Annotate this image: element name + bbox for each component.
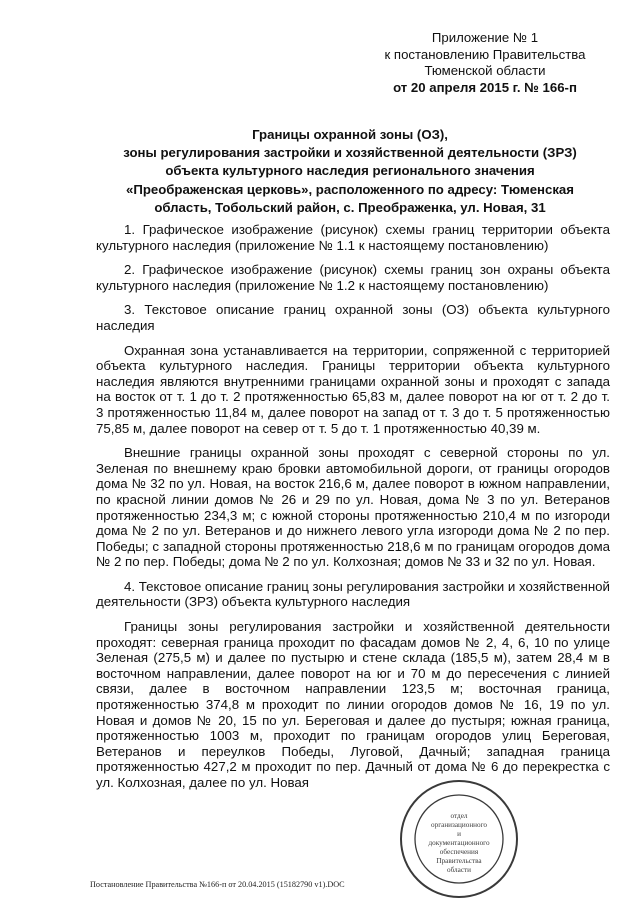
title-line-3: объекта культурного наследия регионального значения [165, 163, 535, 179]
document-body [96, 222, 610, 800]
paragraph-1: 1. Графическое изображение (рисунок) схемы границ территории объекта культурного наследия (приложение № 1.1 к настоящему постановлению) [96, 222, 610, 253]
paragraph-3: 3. Текстовое описание границ охранной зоны (ОЗ) объекта культурного наследия [96, 302, 610, 333]
footer-filename: Постановление Правительства №166-п от 20.04.2015 (15182790 v1).DOC [90, 880, 345, 889]
paragraph-6: 4. Текстовое описание границ зоны регулирования застройки и хозяйственной деятельности (ЗРЗ) объекта культурного наследия [96, 578, 610, 610]
seal-line-2: организационного [431, 821, 487, 829]
seal-line-6: Правительства [436, 857, 482, 865]
title-line-2: зоны регулирования застройки и хозяйственной деятельности (ЗРЗ) [123, 145, 577, 161]
seal-line-4: документационного [428, 839, 490, 847]
seal-graphic [398, 778, 520, 900]
paragraph-4: Охранная зона устанавливается на территории, сопряженной с территорией объекта культурного наследия. Границы территории объекта культурного наследия являются внутренними границами охранной зоны и проходят с запада на восток от т. 1 до т. 2 протяженностью 65,83 м, далее поворот на юг от т. 2 до т. 3 протяженностью 11,84 м, далее поворот на запад от т. 3 до т. 5 протяженностью 75,85 м, далее поворот на север от т. 5 до т. 1 протяженностью 40,39 м. [96, 342, 610, 436]
paragraph-7: Границы зоны регулирования застройки и хозяйственной деятельности проходят: северная граница проходит по фасадам домов № 2, 4, 6, 10 по улице Зеленая (275,5 м) и далее по пустырю и стене склада (185,5 м), затем 28,4 м в восточном направлении, далее поворот на юг и 70 м до пересечения с линией связи, далее в восточном направлении 123,5 м; восточная граница, протяженностью 374,8 м проходит по линии огородов домов № 16, 19 по ул. Новая и домов № 20, 15 по ул. Береговая и далее до пустыря; южная граница, протяженностью 1003 м, проходит по границам огородов улиц Береговая, Ветеранов и переулков Победы, Луговой, Дачный; западная граница протяженностью 427,2 м проходит по пер. Дачный от дома № 6 до перекрестка с ул. Колхозная, далее по ул. Новая [96, 619, 610, 790]
official-seal [398, 778, 520, 900]
title-line-1: Границы охранной зоны (ОЗ), [252, 127, 448, 142]
title-line-4: «Преображенская церковь», расположенного по адресу: Тюменская [126, 181, 574, 197]
document-title [90, 126, 610, 217]
paragraph-5: Внешние границы охранной зоны проходят с северной стороны по ул. Зеленая по внешнему краю бровки автомобильной дороги, от границы огородов дома № 32 по ул. Новая, на восток 216,6 м, далее поворот в южном направлении, по красной линии домов № 26 и 29 по ул. Новая, дома № 3 по ул. Ветеранов протяженностью 234,3 м; с южной стороны протяженностью 210,4 м по изгороди дома № 2 по ул. Ветеранов и до нижнего левого угла изгороди дома № 2 по пер. Победы; с западной стороны протяженностью 218,6 м по границам огородов дома № 2 по пер. Победы; дома № 2 по ул. Колхозная; домов № 33 и 32 по ул. Новая. [96, 445, 610, 570]
seal-line-5: обеспечения [439, 848, 479, 856]
appendix-header [360, 30, 610, 96]
appendix-number: Приложение № 1 [431, 30, 539, 45]
appendix-date: от 20 апреля 2015 г. № 166-п [393, 79, 577, 95]
title-line-5: область, Тобольский район, с. Преображенка, ул. Новая, 31 [154, 199, 546, 215]
appendix-region: Тюменской области [424, 63, 546, 78]
seal-line-1: отдел [450, 812, 468, 820]
seal-line-7: области [446, 866, 472, 874]
seal-line-3: и [457, 830, 461, 838]
paragraph-2: 2. Графическое изображение (рисунок) схемы границ зон охраны объекта культурного наследия (приложение № 1.2 к настоящему постановлению) [96, 262, 610, 293]
appendix-resolution: к постановлению Правительства [384, 46, 586, 62]
